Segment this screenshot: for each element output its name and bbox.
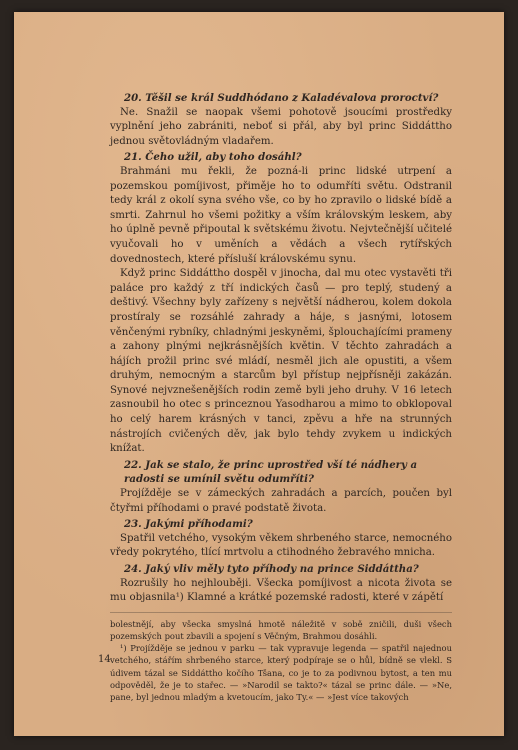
question-heading: 20. Těšil se král Suddhódano z Kaladévalova proroctví?	[124, 92, 439, 104]
footnote-continuation: bolestnějí, aby všecka smyslná hmotě náležitě v sobě zničili, duši všech pozemských pout zbavili a spojení s Věčným, Brahmou dosáhli.	[110, 618, 452, 641]
question-heading: 23. Jakými příhodami?	[124, 518, 253, 531]
page-body	[110, 90, 452, 703]
footnote-separator	[110, 612, 452, 613]
answer-paragraph: Projížděje se v zámeckých zahradách a parcích, poučen byl čtyřmi příhodami o pravé podstatě života.	[110, 488, 452, 514]
book-page	[14, 12, 504, 736]
question-heading: 24. Jaký vliv měly tyto příhody na prince Siddáttha?	[124, 563, 419, 575]
answer-paragraph: Spatřil vetchého, vysokým věkem shrbeného starce, nemocného vředy pokrytého, tlící mrtvolu a ctihodného žebravého mnicha.	[110, 532, 452, 559]
question-heading: 22. Jak se stalo, že princ uprostřed vší té nádhery a radosti se umínil světu odumříti?	[124, 458, 418, 486]
question-heading: 21. Čeho užil, aby toho dosáhl?	[124, 151, 302, 164]
page-number: 14	[98, 654, 111, 665]
footnote: ¹) Projížděje se jednou v parku — tak vypravuje legenda — spatřil najednou vetchého, stářím shrbeného starce, který podpíraje se o hůl, bídně se vlekl. S údivem tázal se Siddáttho kočího Tšana, co je to za podivnou bytost, a ten mu odpověděl, že je to stařec. — »Narodil se takto?« tázal se princ dále. — »Ne, pane, byl jednou mladým a kvetoucím, jako Ty.« — »Jest více takových	[110, 643, 452, 702]
answer-paragraph: Rozrušily ho nejhlouběji. Všecka pomíjivost a nicota života se mu objasnila¹) Klamné a krátké pozemské radosti, které v zápětí	[110, 577, 452, 604]
answer-paragraph: Ne. Snažil se naopak všemi pohotově jsoucími prostředky vyplnění jeho zabrániti, neboť si přál, aby byl princ Siddáttho jednou světovládným vladařem.	[110, 106, 452, 147]
body-paragraph: Když princ Siddáttho dospěl v jinocha, dal mu otec vystavěti tři paláce pro každý z tří indických časů — pro teplý, studený a deštivý. Všechny byly zařízeny s největší nádherou, kolem dokola prostíraly se rozsáhlé zahrady a háje, s jasnými, lotosem věnčenými rybníky, chladnými jeskyněmi, šplouchajícími prameny a zahony plnými nejkrásnějších květin. V těchto zahradách a hájích prožil princ své mládí, nesměl jich ale opustiti, a všem druhým, nemocným a starcům byl přístup nejpřísněji zakázán. Synové nejvznešenějších rodin země byli jeho druhy. V 16 letech zasnoubil ho otec s princeznou Yasodharou a mimo to obklopoval ho celý harem krásných v tanci, zpěvu a hře na strunných nástrojích cvičených děv, jak bylo tehdy zvykem u indických knížat.	[110, 268, 452, 455]
answer-paragraph: Brahmáni mu řekli, že pozná-li princ lidské utrpení a pozemskou pomíjivost, přiměje ho to odumříti světu. Odstranil tedy král z okolí syna svého vše, co by ho zpravilo o lidské bídě a smrti. Zahrnul ho všemi požitky a vším královským leskem, aby ho úplně pevně připoutal k světskému životu. Nejvtečnější učitelé vyučovali ho v uměních a vědách a všech rytířských dovednostech, které přísluší královskému synu.	[110, 165, 452, 265]
